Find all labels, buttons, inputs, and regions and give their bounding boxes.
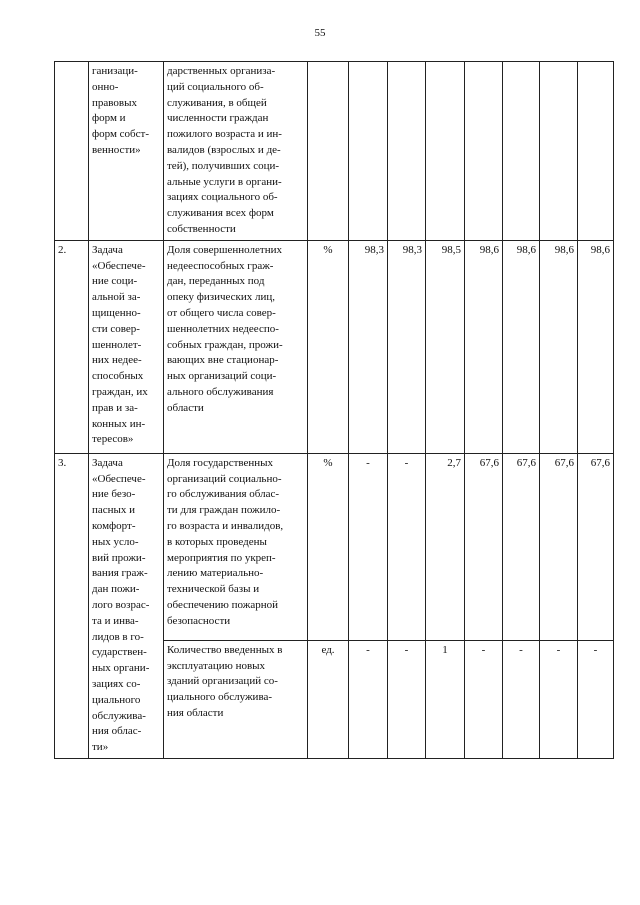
indicator-cell (164, 640, 308, 758)
value-cell (578, 62, 614, 241)
value-cell: - (465, 640, 503, 758)
value-cell: - (503, 640, 540, 758)
indicator-text: Доля государственных организаций социально- го обслуживания облас- ти для граждан пожило- го возраста и инвалидов, в которых проведены мероприятия по укреп- лению материально- технической базы и обеспечению пожарной безопасности (167, 456, 284, 627)
table-row (55, 453, 614, 640)
unit-cell: % (308, 240, 349, 453)
indicator-text: Доля совершеннолетних недееспособных граж- дан, переданных под опеку физических лиц, от общего числа совер- шеннолетних недееспо- собных граждан, прожи- вающих вне стационар- ных организаций соци- ального обслуживания области (167, 243, 283, 414)
value-cell: 98,5 (426, 240, 465, 453)
task-text: Задача «Обеспече- ние соци- альной за- щищенно- сти совер- шеннолет- них недее- способных граждан, их прав и за- конных ин- тересов» (92, 243, 148, 446)
task-cell (89, 62, 164, 241)
indicator-cell (164, 453, 308, 640)
row-number-cell: 2. (55, 240, 89, 453)
value-cell: - (349, 453, 388, 640)
value-cell (388, 62, 426, 241)
unit-cell (308, 62, 349, 241)
value-cell: 1 (426, 640, 465, 758)
value-cell: 2,7 (426, 453, 465, 640)
value-cell: 98,6 (503, 240, 540, 453)
task-cell (89, 453, 164, 758)
value-cell: 98,6 (578, 240, 614, 453)
unit-cell: % (308, 453, 349, 640)
value-cell: - (388, 640, 426, 758)
value-cell: 98,3 (349, 240, 388, 453)
indicator-text: дарственных организа- ций социального об- служивания, в общей численности граждан пожилого возраста и ин- валидов (взрослых и де- тей), получивших соци- альные услуги в органи- зациях социального об- служивания всех форм собственности (167, 65, 282, 235)
indicator-cell (164, 62, 308, 241)
value-cell: 98,6 (540, 240, 578, 453)
value-cell (465, 62, 503, 241)
indicator-cell (164, 240, 308, 453)
indicators-table (54, 61, 614, 759)
value-cell: - (388, 453, 426, 640)
page-number: 55 (314, 27, 326, 39)
row-number-cell: 3. (55, 453, 89, 758)
value-cell: 67,6 (503, 453, 540, 640)
row-number-cell (55, 62, 89, 241)
task-cell (89, 240, 164, 453)
value-cell (503, 62, 540, 241)
table-row (55, 240, 614, 453)
indicator-text: Количество введенных в эксплуатацию новых зданий организаций со- циального обслужива- ния области (167, 643, 283, 719)
value-cell (540, 62, 578, 241)
unit-cell: ед. (308, 640, 349, 758)
value-cell: 67,6 (540, 453, 578, 640)
value-cell (426, 62, 465, 241)
value-cell: - (540, 640, 578, 758)
value-cell: 98,3 (388, 240, 426, 453)
table-row (55, 62, 614, 241)
value-cell: 67,6 (465, 453, 503, 640)
value-cell (349, 62, 388, 241)
value-cell: 67,6 (578, 453, 614, 640)
value-cell: - (578, 640, 614, 758)
value-cell: 98,6 (465, 240, 503, 453)
task-text: ганизаци- онно- правовых форм и форм собст- венности» (92, 65, 150, 156)
task-text: Задача «Обеспече- ние безо- пасных и комфорт- ных усло- вий прожи- вания граж- дан пожи- лого возрас- та и инва- лидов в го- сударствен- ных органи- зациях со- циального обслужива- ния облас- ти» (92, 456, 150, 754)
value-cell: - (349, 640, 388, 758)
